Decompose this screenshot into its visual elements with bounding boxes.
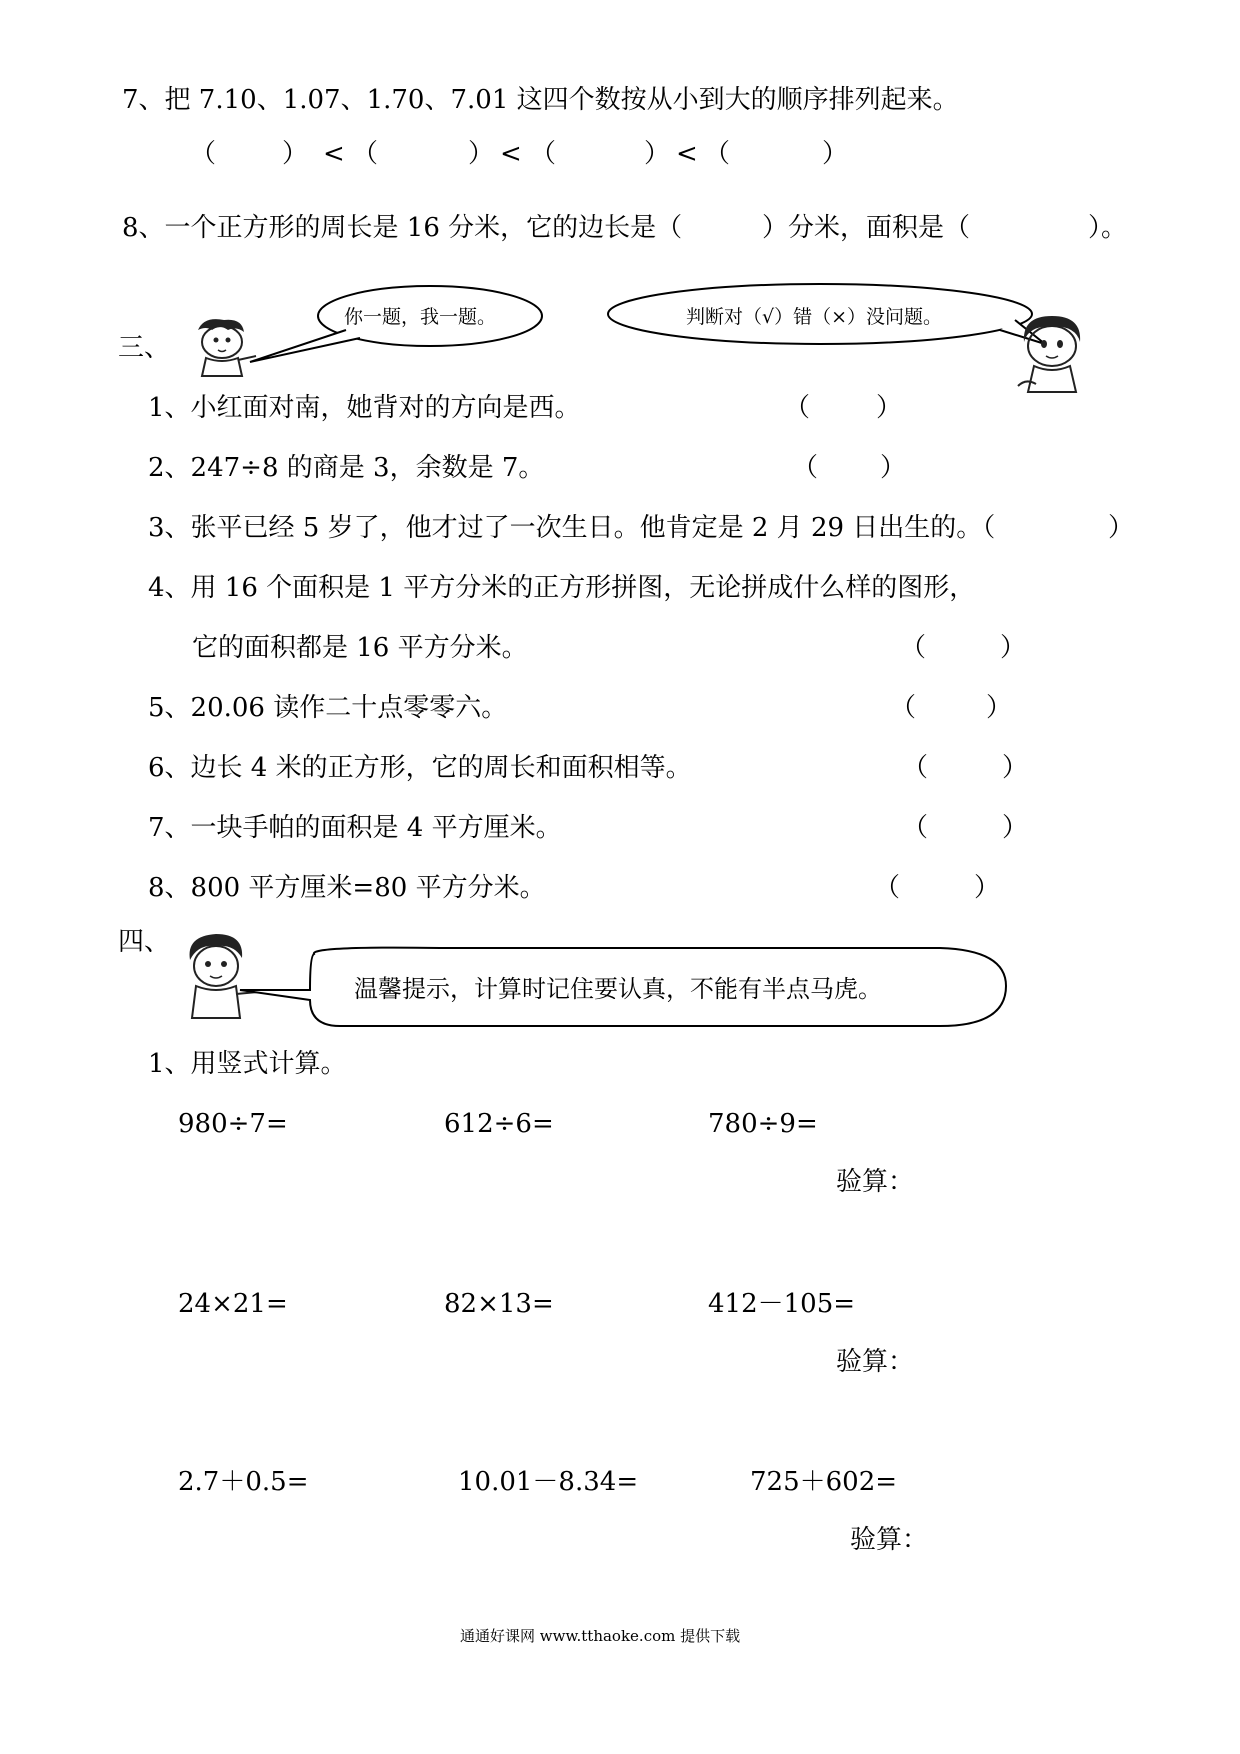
less-than: < (323, 139, 345, 169)
check-label: 验算： (850, 1525, 929, 1555)
bubble-tip-text: 温馨提示，计算时记住要认真，不能有半点马虎。 (354, 975, 882, 1003)
item-text: 它的面积都是 16 平方分米。 (192, 633, 528, 663)
check-label: 验算： (836, 1347, 915, 1377)
answer-close: ） (880, 453, 907, 483)
answer-close: ） (974, 873, 1001, 903)
calc-expression: 24×21= (178, 1289, 288, 1319)
blank-close: ） (822, 139, 849, 169)
q8-part3: ）。 (1088, 213, 1128, 243)
calc-expression: 780÷9= (708, 1109, 818, 1139)
answer-close: ） (1108, 513, 1135, 543)
item-text: 7、一块手帕的面积是 4 平方厘米。 (148, 813, 562, 843)
item-text: 2、247÷8 的商是 3，余数是 7。 (148, 453, 545, 483)
calc-expression: 412－105= (708, 1289, 856, 1319)
answer-open: （ (902, 813, 929, 843)
answer-open: （ (890, 693, 917, 723)
q8-part1: 8、一个正方形的周长是 16 分米，它的边长是（ (122, 213, 683, 243)
item-text: 4、用 16 个面积是 1 平方分米的正方形拼图，无论拼成什么样的图形， (148, 573, 976, 603)
q8-part2: ）分米，面积是（ (762, 213, 971, 243)
calc-expression: 2.7＋0.5= (178, 1467, 309, 1497)
calc-expression: 82×13= (444, 1289, 554, 1319)
item-text: 6、边长 4 米的正方形，它的周长和面积相等。 (148, 753, 692, 783)
answer-close: ） (1002, 753, 1029, 783)
answer-close: ） (1000, 633, 1027, 663)
calc-expression: 10.01－8.34= (458, 1467, 639, 1497)
section3-number: 三、 (118, 333, 171, 363)
less-than: < (676, 139, 698, 169)
q1-title: 1、用竖式计算。 (148, 1049, 347, 1079)
blank-close: ） (468, 139, 495, 169)
answer-open: （ (874, 873, 901, 903)
section4-number: 四、 (118, 927, 171, 957)
check-label: 验算： (836, 1167, 915, 1197)
girl-illustration (1016, 312, 1091, 397)
calc-expression: 612÷6= (444, 1109, 554, 1139)
answer-open: （ (792, 453, 819, 483)
blank-open: （ (530, 139, 557, 169)
blank-open: （ (352, 139, 379, 169)
blank-open: （ (190, 139, 217, 169)
blank-close: ） (644, 139, 671, 169)
footer-credit: 通通好课网 www.tthaoke.com 提供下载 (460, 1627, 741, 1645)
calc-expression: 725＋602= (750, 1467, 898, 1497)
answer-open: （ (900, 633, 927, 663)
less-than: < (500, 139, 522, 169)
answer-close: ） (876, 393, 903, 423)
answer-open: （ (784, 393, 811, 423)
bubble-left-text: 你一题，我一题。 (344, 306, 497, 328)
blank-open: （ (704, 139, 731, 169)
item-text: 5、20.06 读作二十点零零六。 (148, 693, 508, 723)
item-text: 8、800 平方厘米=80 平方分米。 (148, 873, 546, 903)
calc-expression: 980÷7= (178, 1109, 288, 1139)
item-text: 3、张平已经 5 岁了，他才过了一次生日。他肯定是 2 月 29 日出生的。（ (148, 513, 996, 543)
item-text: 1、小红面对南，她背对的方向是西。 (148, 393, 581, 423)
q7-text: 7、把 7.10、1.07、1.70、7.01 这四个数按从小到大的顺序排列起来。 (122, 85, 959, 115)
blank-close: ） (282, 139, 309, 169)
answer-close: ） (1002, 813, 1029, 843)
bubble-right-text: 判断对（√）错（×）没问题。 (686, 306, 943, 328)
answer-close: ） (986, 693, 1013, 723)
answer-open: （ (902, 753, 929, 783)
